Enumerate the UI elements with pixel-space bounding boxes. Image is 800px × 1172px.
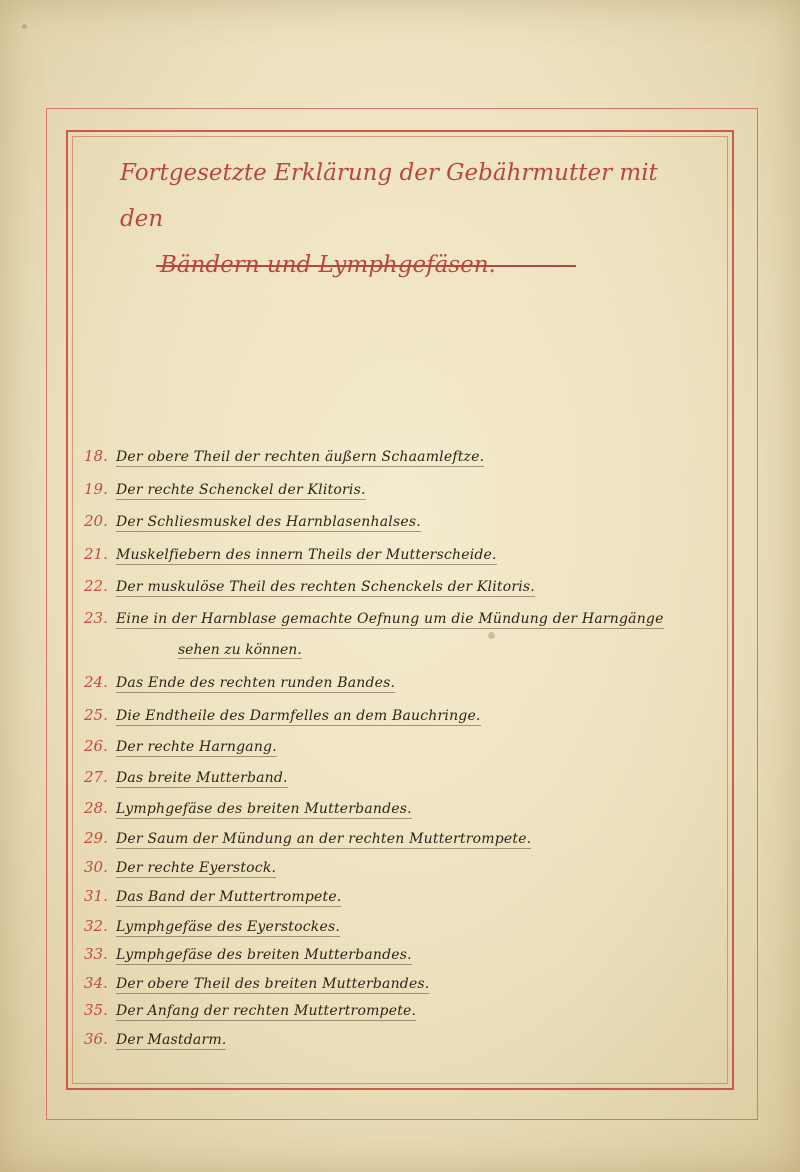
legend-text: Der Saum der Mündung an der rechten Muttertrompete. [116, 831, 532, 847]
legend-number: 30. [84, 858, 108, 876]
legend-number: 36. [84, 1030, 108, 1048]
legend-text: Lymphgefäse des Eyerstockes. [116, 919, 340, 935]
legend-item [84, 673, 395, 707]
legend-text: Der Anfang der rechten Muttertrompete. [116, 1003, 417, 1019]
legend-number: 19. [84, 480, 108, 498]
legend-item [84, 447, 484, 481]
legend-text: Der rechte Eyerstock. [116, 860, 277, 876]
legend-number: 25. [84, 706, 108, 724]
legend-text: Der Schliesmuskel des Harnblasenhalses. [116, 514, 421, 530]
legend-number: 33. [84, 945, 108, 963]
legend-item [84, 609, 664, 643]
legend-number: 21. [84, 545, 108, 563]
legend-item [84, 480, 366, 514]
legend-text: Der rechte Schenckel der Klitoris. [116, 482, 366, 498]
legend-text: Das Band der Muttertrompete. [116, 889, 342, 905]
legend-text-continuation: sehen zu können. [178, 642, 302, 658]
legend-text: Der obere Theil der rechten äußern Schaamleftze. [116, 449, 485, 465]
legend-text: Der muskulöse Theil des rechten Schenckels der Klitoris. [116, 579, 535, 595]
legend-number: 31. [84, 887, 108, 905]
legend-item [84, 1030, 226, 1064]
title-line-1: Fortgesetzte Erklärung der Gebährmutter mit den [120, 160, 658, 232]
legend-number: 23. [84, 609, 108, 627]
legend-number: 22. [84, 577, 108, 595]
legend-item [84, 577, 535, 611]
legend-item [84, 799, 412, 833]
legend-text: Das breite Mutterband. [116, 770, 288, 786]
legend-item [84, 545, 497, 579]
legend-text: Das Ende des rechten runden Bandes. [116, 675, 396, 691]
title-line-2: Bändern und Lymphgefäsen. [160, 252, 496, 278]
legend-item [84, 768, 288, 802]
legend-number: 35. [84, 1001, 108, 1019]
legend-text: Die Endtheile des Darmfelles an dem Bauchringe. [116, 708, 481, 724]
legend-item [84, 706, 481, 740]
legend-item [84, 887, 341, 921]
legend-text: Eine in der Harnblase gemachte Oefnung um die Mündung der Harngänge [116, 611, 664, 627]
legend-text: Der obere Theil des breiten Mutterbandes. [116, 976, 430, 992]
legend-item [84, 512, 421, 546]
legend-text: Lymphgefäse des breiten Mutterbandes. [116, 801, 412, 817]
legend-item [84, 737, 277, 771]
legend-number: 32. [84, 917, 108, 935]
legend-text: Der Mastdarm. [116, 1032, 227, 1048]
legend-number: 27. [84, 768, 108, 786]
legend-number: 18. [84, 447, 108, 465]
legend-number: 20. [84, 512, 108, 530]
legend-text: Lymphgefäse des breiten Mutterbandes. [116, 947, 412, 963]
legend-number: 24. [84, 673, 108, 691]
legend-text: Der rechte Harngang. [116, 739, 277, 755]
legend-number: 34. [84, 974, 108, 992]
legend-text: Muskelfiebern des innern Theils der Mutterscheide. [116, 547, 497, 563]
legend-number: 28. [84, 799, 108, 817]
legend-number: 29. [84, 829, 108, 847]
legend-number: 26. [84, 737, 108, 755]
